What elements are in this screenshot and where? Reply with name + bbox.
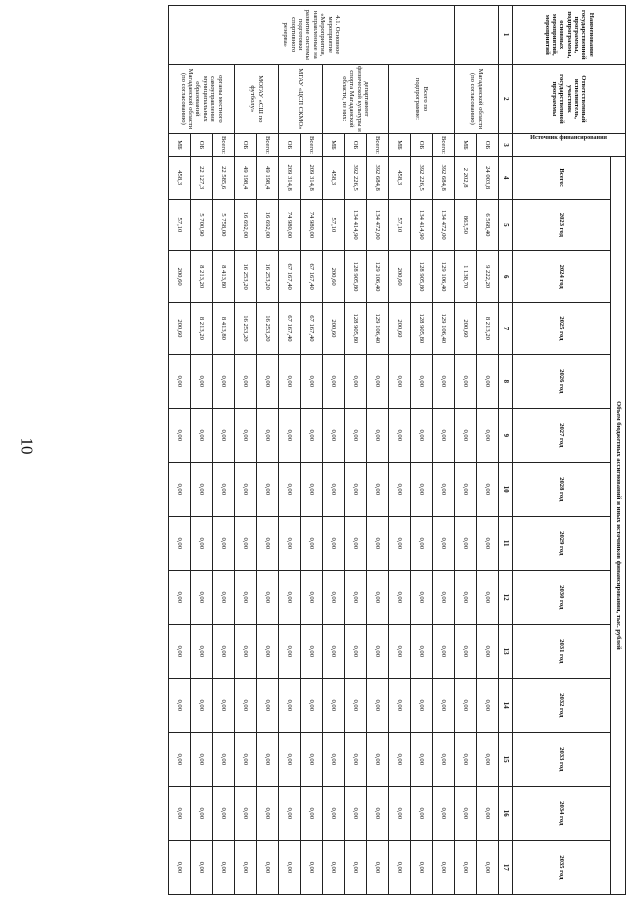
- year-value-cell: 0,00: [213, 408, 235, 462]
- year-value-cell: 0,00: [279, 786, 301, 840]
- table-row: [301, 6, 323, 895]
- year-value-cell: 0,00: [301, 786, 323, 840]
- year-value-cell: 0,00: [257, 462, 279, 516]
- year-value-cell: 0,00: [323, 624, 345, 678]
- year-value-cell: 8 413,80: [213, 251, 235, 303]
- year-value-cell: 0,00: [433, 840, 455, 894]
- total-value-cell: 49 198,4: [257, 156, 279, 199]
- year-value-cell: 0,00: [345, 462, 367, 516]
- column-number: 4: [499, 156, 513, 199]
- year-value-cell: 0,00: [367, 786, 389, 840]
- source-cell: ОБ: [191, 134, 213, 157]
- year-value-cell: 0,00: [455, 840, 477, 894]
- year-value-cell: 129 106,40: [433, 251, 455, 303]
- executor-cell: МГАУ «ЦСП СКМО»: [279, 64, 323, 134]
- program-name-cell: 4.1. Основное мероприятие «Мероприятия, направленные на развитие системы подготовки спортивного резерва»: [169, 6, 455, 65]
- year-value-cell: 0,00: [455, 678, 477, 732]
- table-row: [433, 6, 455, 895]
- year-value-cell: 0,00: [411, 462, 433, 516]
- executor-cell: МОГАУ «СШ по футболу»: [235, 64, 279, 134]
- year-value-cell: 0,00: [191, 678, 213, 732]
- year-value-cell: 0,00: [191, 570, 213, 624]
- year-value-cell: 134 414,90: [345, 199, 367, 251]
- total-value-cell: 392 226,5: [411, 156, 433, 199]
- year-value-cell: 0,00: [367, 516, 389, 570]
- header-year: 2029 год: [513, 516, 611, 570]
- year-value-cell: 57,10: [169, 199, 191, 251]
- year-value-cell: 0,00: [433, 570, 455, 624]
- year-value-cell: 74 980,00: [279, 199, 301, 251]
- year-value-cell: 0,00: [477, 516, 499, 570]
- year-value-cell: 0,00: [411, 678, 433, 732]
- table-row: [389, 6, 411, 895]
- source-cell: МБ: [169, 134, 191, 157]
- year-value-cell: 0,00: [367, 354, 389, 408]
- total-value-cell: 209 314,8: [279, 156, 301, 199]
- header-year: 2024 год: [513, 251, 611, 303]
- year-value-cell: 0,00: [367, 678, 389, 732]
- source-cell: ОБ: [279, 134, 301, 157]
- column-number: 13: [499, 624, 513, 678]
- source-cell: МБ: [455, 134, 477, 157]
- year-value-cell: 0,00: [323, 840, 345, 894]
- column-number: 6: [499, 251, 513, 303]
- year-value-cell: 0,00: [477, 840, 499, 894]
- year-value-cell: 863,50: [455, 199, 477, 251]
- year-value-cell: 9 222,20: [477, 251, 499, 303]
- year-value-cell: 134 414,90: [411, 199, 433, 251]
- year-value-cell: 5 758,00: [213, 199, 235, 251]
- year-value-cell: 0,00: [367, 840, 389, 894]
- year-value-cell: 0,00: [301, 732, 323, 786]
- year-value-cell: 0,00: [455, 462, 477, 516]
- year-value-cell: 129 106,40: [433, 303, 455, 355]
- column-number: 1: [499, 6, 513, 65]
- year-value-cell: 0,00: [389, 840, 411, 894]
- year-value-cell: 0,00: [169, 408, 191, 462]
- executor-cell: Магаданской области (по согласованию): [455, 64, 499, 134]
- year-value-cell: 1 138,70: [455, 251, 477, 303]
- table-row: [213, 6, 235, 895]
- column-number: 9: [499, 408, 513, 462]
- table-row: [257, 6, 279, 895]
- year-value-cell: 0,00: [213, 354, 235, 408]
- year-value-cell: 0,00: [389, 732, 411, 786]
- year-value-cell: 129 106,40: [367, 251, 389, 303]
- year-value-cell: 0,00: [323, 462, 345, 516]
- column-number: 2: [499, 64, 513, 134]
- source-cell: ОБ: [345, 134, 367, 157]
- year-value-cell: 128 905,80: [411, 303, 433, 355]
- year-value-cell: 0,00: [301, 678, 323, 732]
- year-value-cell: 0,00: [301, 624, 323, 678]
- year-value-cell: 0,00: [389, 354, 411, 408]
- year-value-cell: 200,60: [323, 303, 345, 355]
- total-value-cell: 458,3: [169, 156, 191, 199]
- year-value-cell: 0,00: [323, 786, 345, 840]
- year-value-cell: 0,00: [411, 408, 433, 462]
- table-row: [279, 6, 301, 895]
- year-value-cell: 0,00: [433, 408, 455, 462]
- year-value-cell: 0,00: [367, 570, 389, 624]
- year-value-cell: 0,00: [345, 624, 367, 678]
- year-value-cell: 0,00: [323, 354, 345, 408]
- year-value-cell: 16 253,20: [257, 303, 279, 355]
- column-number: 15: [499, 732, 513, 786]
- total-value-cell: 49 198,4: [235, 156, 257, 199]
- header-year: 2031 год: [513, 624, 611, 678]
- header-volume: Объем бюджетных ассигнований и иных источников финансирования, тыс. рублей: [611, 156, 626, 894]
- year-value-cell: 0,00: [345, 570, 367, 624]
- year-value-cell: 0,00: [257, 840, 279, 894]
- year-value-cell: 0,00: [411, 840, 433, 894]
- year-value-cell: 0,00: [235, 678, 257, 732]
- year-value-cell: 0,00: [433, 732, 455, 786]
- year-value-cell: 0,00: [433, 354, 455, 408]
- header-year: 2026 год: [513, 354, 611, 408]
- year-value-cell: 0,00: [411, 786, 433, 840]
- year-value-cell: 200,60: [455, 303, 477, 355]
- header-executor: Ответственный исполнитель, участник государственной программы: [513, 64, 626, 134]
- year-value-cell: 0,00: [235, 840, 257, 894]
- table-row: [367, 6, 389, 895]
- financing-table: [168, 5, 626, 895]
- year-value-cell: 0,00: [433, 624, 455, 678]
- year-value-cell: 0,00: [345, 516, 367, 570]
- year-value-cell: 0,00: [389, 678, 411, 732]
- year-value-cell: 0,00: [169, 786, 191, 840]
- source-cell: МБ: [323, 134, 345, 157]
- header-year: 2025 год: [513, 303, 611, 355]
- source-cell: Всего:: [257, 134, 279, 157]
- year-value-cell: 0,00: [191, 840, 213, 894]
- year-value-cell: 16 253,20: [235, 303, 257, 355]
- year-value-cell: 0,00: [301, 840, 323, 894]
- column-number: 3: [499, 134, 513, 157]
- year-value-cell: 0,00: [279, 516, 301, 570]
- table-row: [477, 6, 499, 895]
- year-value-cell: 8 413,80: [213, 303, 235, 355]
- column-number: 16: [499, 786, 513, 840]
- total-value-cell: 209 314,8: [301, 156, 323, 199]
- year-value-cell: 0,00: [323, 732, 345, 786]
- column-number: 5: [499, 199, 513, 251]
- year-value-cell: 0,00: [213, 516, 235, 570]
- year-value-cell: 0,00: [411, 570, 433, 624]
- year-value-cell: 0,00: [191, 354, 213, 408]
- column-number: 7: [499, 303, 513, 355]
- year-value-cell: 0,00: [169, 462, 191, 516]
- total-value-cell: 24 003,8: [477, 156, 499, 199]
- year-value-cell: 0,00: [345, 408, 367, 462]
- year-value-cell: 8 213,20: [477, 303, 499, 355]
- year-value-cell: 0,00: [455, 732, 477, 786]
- year-value-cell: 8 213,20: [191, 303, 213, 355]
- year-value-cell: 0,00: [389, 408, 411, 462]
- year-value-cell: 0,00: [345, 786, 367, 840]
- year-value-cell: 0,00: [389, 786, 411, 840]
- program-name-cell: [455, 6, 499, 65]
- year-value-cell: 0,00: [191, 786, 213, 840]
- year-value-cell: 6 568,40: [477, 199, 499, 251]
- total-value-cell: 392 226,5: [345, 156, 367, 199]
- year-value-cell: 200,60: [169, 251, 191, 303]
- year-value-cell: 0,00: [301, 462, 323, 516]
- year-value-cell: 0,00: [301, 354, 323, 408]
- year-value-cell: 0,00: [235, 786, 257, 840]
- year-value-cell: 0,00: [235, 624, 257, 678]
- year-value-cell: 0,00: [301, 516, 323, 570]
- year-value-cell: 67 167,40: [279, 251, 301, 303]
- year-value-cell: 0,00: [169, 732, 191, 786]
- column-number: 12: [499, 570, 513, 624]
- year-value-cell: 0,00: [433, 786, 455, 840]
- total-value-cell: 22 585,6: [213, 156, 235, 199]
- year-value-cell: 0,00: [235, 354, 257, 408]
- year-value-cell: 0,00: [279, 570, 301, 624]
- source-cell: ОБ: [411, 134, 433, 157]
- year-value-cell: 16 253,20: [235, 251, 257, 303]
- year-value-cell: 0,00: [235, 408, 257, 462]
- year-value-cell: 0,00: [389, 516, 411, 570]
- year-value-cell: 0,00: [477, 570, 499, 624]
- year-value-cell: 0,00: [279, 678, 301, 732]
- column-numbers-row: [499, 6, 513, 895]
- year-value-cell: 200,60: [169, 303, 191, 355]
- year-value-cell: 0,00: [279, 840, 301, 894]
- year-value-cell: 0,00: [279, 408, 301, 462]
- year-value-cell: 67 167,40: [301, 251, 323, 303]
- executor-cell: департамент физической культуры и спорта Магаданской области, из них:: [323, 64, 389, 134]
- rotated-table-page: [26, 5, 626, 895]
- year-value-cell: 134 472,00: [367, 199, 389, 251]
- total-value-cell: 2 202,8: [455, 156, 477, 199]
- year-value-cell: 0,00: [257, 732, 279, 786]
- year-value-cell: 0,00: [279, 354, 301, 408]
- header-year: 2023 год: [513, 199, 611, 251]
- year-value-cell: 0,00: [235, 516, 257, 570]
- year-value-cell: 0,00: [213, 462, 235, 516]
- year-value-cell: 0,00: [433, 678, 455, 732]
- year-value-cell: 0,00: [345, 732, 367, 786]
- source-cell: Всего:: [213, 134, 235, 157]
- year-value-cell: 0,00: [389, 624, 411, 678]
- year-value-cell: 74 980,00: [301, 199, 323, 251]
- year-value-cell: 0,00: [433, 462, 455, 516]
- year-value-cell: 0,00: [279, 624, 301, 678]
- total-value-cell: 458,3: [323, 156, 345, 199]
- year-value-cell: 0,00: [257, 786, 279, 840]
- year-value-cell: 0,00: [455, 516, 477, 570]
- year-value-cell: 0,00: [367, 462, 389, 516]
- year-value-cell: 0,00: [455, 570, 477, 624]
- header-program-name: Наименование государственной программы, подпрограммы, основных мероприятий, мероприятий: [513, 6, 626, 65]
- year-value-cell: 0,00: [213, 624, 235, 678]
- year-value-cell: 0,00: [191, 462, 213, 516]
- table-row: [191, 6, 213, 895]
- year-value-cell: 134 472,00: [433, 199, 455, 251]
- year-value-cell: 0,00: [213, 840, 235, 894]
- source-cell: МБ: [389, 134, 411, 157]
- column-number: 10: [499, 462, 513, 516]
- year-value-cell: 0,00: [213, 678, 235, 732]
- year-value-cell: 0,00: [235, 462, 257, 516]
- year-value-cell: 0,00: [301, 570, 323, 624]
- year-value-cell: 0,00: [169, 624, 191, 678]
- year-value-cell: 57,10: [323, 199, 345, 251]
- table-row: [345, 6, 367, 895]
- year-value-cell: 0,00: [477, 678, 499, 732]
- year-value-cell: 0,00: [323, 678, 345, 732]
- header-source: Источник финансирования: [530, 134, 608, 142]
- year-value-cell: 0,00: [235, 570, 257, 624]
- year-value-cell: 0,00: [213, 786, 235, 840]
- year-value-cell: 0,00: [169, 678, 191, 732]
- total-value-cell: 458,3: [389, 156, 411, 199]
- source-cell: ОБ: [477, 134, 499, 157]
- year-value-cell: 0,00: [477, 786, 499, 840]
- year-value-cell: 0,00: [169, 840, 191, 894]
- year-value-cell: 0,00: [191, 516, 213, 570]
- year-value-cell: 57,10: [389, 199, 411, 251]
- year-value-cell: 0,00: [235, 732, 257, 786]
- year-value-cell: 0,00: [411, 732, 433, 786]
- year-value-cell: 0,00: [191, 732, 213, 786]
- table-row: [235, 6, 257, 895]
- year-value-cell: 0,00: [213, 732, 235, 786]
- year-value-cell: 5 700,90: [191, 199, 213, 251]
- year-value-cell: 67 167,40: [279, 303, 301, 355]
- header-year: 2032 год: [513, 678, 611, 732]
- year-value-cell: 16 692,00: [235, 199, 257, 251]
- year-value-cell: 0,00: [257, 678, 279, 732]
- year-value-cell: 0,00: [477, 624, 499, 678]
- year-value-cell: 67 167,40: [301, 303, 323, 355]
- year-value-cell: 0,00: [411, 354, 433, 408]
- year-value-cell: 0,00: [345, 678, 367, 732]
- header-source-cell: [513, 134, 626, 157]
- year-value-cell: 16 253,20: [257, 251, 279, 303]
- year-value-cell: 0,00: [389, 570, 411, 624]
- year-value-cell: 0,00: [257, 624, 279, 678]
- year-value-cell: 0,00: [345, 354, 367, 408]
- year-value-cell: 0,00: [455, 408, 477, 462]
- year-value-cell: 16 692,00: [257, 199, 279, 251]
- year-value-cell: 0,00: [433, 516, 455, 570]
- total-value-cell: 22 127,3: [191, 156, 213, 199]
- executor-cell: Всего по подпрограмме:: [389, 64, 455, 134]
- column-number: 11: [499, 516, 513, 570]
- column-number: 17: [499, 840, 513, 894]
- header-year: 2035 год: [513, 840, 611, 894]
- executor-cell: органы местного самоуправления муниципальных образований Магаданской области (по согласованию): [169, 64, 235, 134]
- column-number: 14: [499, 678, 513, 732]
- year-value-cell: 200,60: [389, 303, 411, 355]
- year-value-cell: 0,00: [257, 354, 279, 408]
- year-value-cell: 128 905,80: [345, 251, 367, 303]
- year-value-cell: 0,00: [213, 570, 235, 624]
- year-value-cell: 0,00: [477, 408, 499, 462]
- table-row: [323, 6, 345, 895]
- year-value-cell: 0,00: [191, 408, 213, 462]
- year-value-cell: 200,60: [389, 251, 411, 303]
- year-value-cell: 129 106,40: [367, 303, 389, 355]
- header-year: 2033 год: [513, 732, 611, 786]
- source-cell: Всего:: [367, 134, 389, 157]
- year-value-cell: 0,00: [389, 462, 411, 516]
- year-value-cell: 0,00: [477, 354, 499, 408]
- year-value-cell: 200,60: [323, 251, 345, 303]
- header-total: Всего:: [513, 156, 611, 199]
- year-value-cell: 0,00: [301, 408, 323, 462]
- year-value-cell: 0,00: [169, 516, 191, 570]
- page-number: 10: [17, 437, 37, 455]
- year-value-cell: 0,00: [257, 516, 279, 570]
- header-year: 2030 год: [513, 570, 611, 624]
- year-value-cell: 0,00: [345, 840, 367, 894]
- year-value-cell: 128 905,80: [345, 303, 367, 355]
- year-value-cell: 0,00: [323, 516, 345, 570]
- table-row: [455, 6, 477, 895]
- source-cell: Всего:: [433, 134, 455, 157]
- year-value-cell: 0,00: [411, 516, 433, 570]
- year-value-cell: 0,00: [455, 786, 477, 840]
- year-value-cell: 0,00: [367, 408, 389, 462]
- source-cell: ОБ: [235, 134, 257, 157]
- column-number: 8: [499, 354, 513, 408]
- year-value-cell: 0,00: [191, 624, 213, 678]
- year-value-cell: 0,00: [323, 570, 345, 624]
- year-value-cell: 0,00: [477, 732, 499, 786]
- table-row: [411, 6, 433, 895]
- year-value-cell: 0,00: [323, 408, 345, 462]
- year-value-cell: 128 905,80: [411, 251, 433, 303]
- header-year: 2027 год: [513, 408, 611, 462]
- year-value-cell: 0,00: [477, 462, 499, 516]
- source-cell: Всего:: [301, 134, 323, 157]
- table-row: [169, 6, 191, 895]
- year-value-cell: 8 213,20: [191, 251, 213, 303]
- year-value-cell: 0,00: [279, 732, 301, 786]
- year-value-cell: 0,00: [455, 624, 477, 678]
- header-year: 2028 год: [513, 462, 611, 516]
- year-value-cell: 0,00: [367, 732, 389, 786]
- year-value-cell: 0,00: [279, 462, 301, 516]
- year-value-cell: 0,00: [169, 570, 191, 624]
- total-value-cell: 392 684,8: [367, 156, 389, 199]
- table-body: [169, 6, 499, 895]
- total-value-cell: 392 684,8: [433, 156, 455, 199]
- year-value-cell: 0,00: [455, 354, 477, 408]
- header-year: 2034 год: [513, 786, 611, 840]
- year-value-cell: 0,00: [257, 408, 279, 462]
- year-value-cell: 0,00: [169, 354, 191, 408]
- year-value-cell: 0,00: [367, 624, 389, 678]
- year-value-cell: 0,00: [411, 624, 433, 678]
- year-value-cell: 0,00: [257, 570, 279, 624]
